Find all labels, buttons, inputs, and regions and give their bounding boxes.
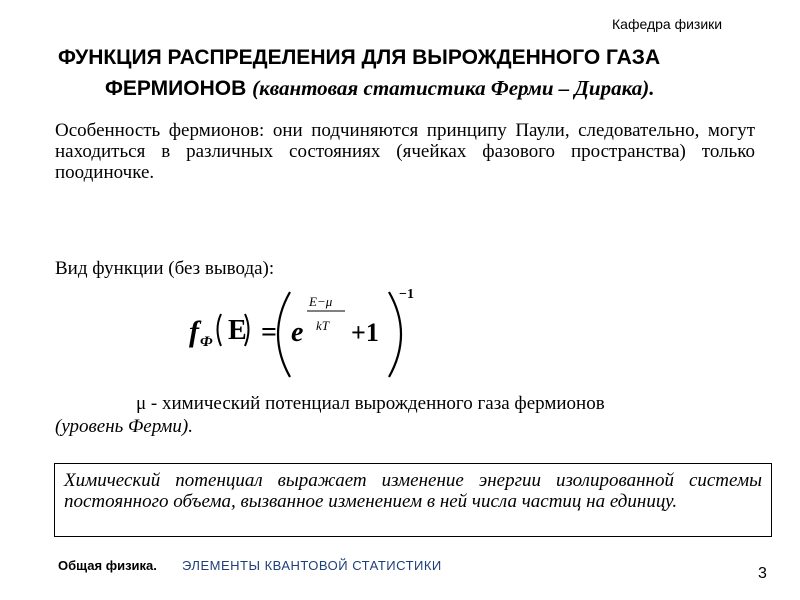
formula-arg: E <box>228 315 247 346</box>
mu-fermi-level <box>55 416 193 438</box>
definition-text: Химический потенциал выражает изменение энергии изолированной системы постоянного объема, вызванное изменением в ней числа частиц на единицу. <box>64 470 762 512</box>
department-label: Кафедра физики <box>612 16 723 32</box>
formula-exp-denominator: kT <box>316 318 329 333</box>
formula-arg-right-paren <box>245 314 249 346</box>
mu-description: μ - химический потенциал вырожденного газа фермионов <box>136 393 605 414</box>
formula-f-subscript: Ф <box>200 334 213 350</box>
fermi-level-text: (уровень Ферми). <box>55 416 193 437</box>
formula-plus-one: +1 <box>351 318 379 347</box>
formula-f: f <box>189 315 199 348</box>
intro-paragraph: Особенность фермионов: они подчиняются принципу Паули, следовательно, могут находиться в различных состояниях (ячейках фазового пространства) только поодиночке. <box>55 120 755 183</box>
slide-title-subtitle: (квантовая статистика Ферми – Дирака). <box>252 76 655 100</box>
page-number: 3 <box>758 565 767 582</box>
formula-right-paren <box>389 292 401 377</box>
footer-topic: ЭЛЕМЕНТЫ КВАНТОВОЙ СТАТИСТИКИ <box>182 558 442 573</box>
slide-title-line2 <box>105 76 654 101</box>
formula-equals: = <box>261 317 277 348</box>
footer-course: Общая физика. <box>58 558 157 573</box>
function-label: Вид функции (без вывода): <box>55 258 275 279</box>
formula-e: e <box>291 317 304 348</box>
formula-arg-left-paren <box>218 314 222 346</box>
definition-box <box>54 463 772 537</box>
formula-outer-exponent: −1 <box>399 287 414 302</box>
formula-exp-numerator: E−μ <box>309 294 333 309</box>
slide-title-main: ФЕРМИОНОВ <box>105 77 247 100</box>
formula-left-paren <box>278 292 290 377</box>
slide-title-line1: ФУНКЦИЯ РАСПРЕДЕЛЕНИЯ ДЛЯ ВЫРОЖДЕННОГО ГАЗА <box>58 46 661 69</box>
